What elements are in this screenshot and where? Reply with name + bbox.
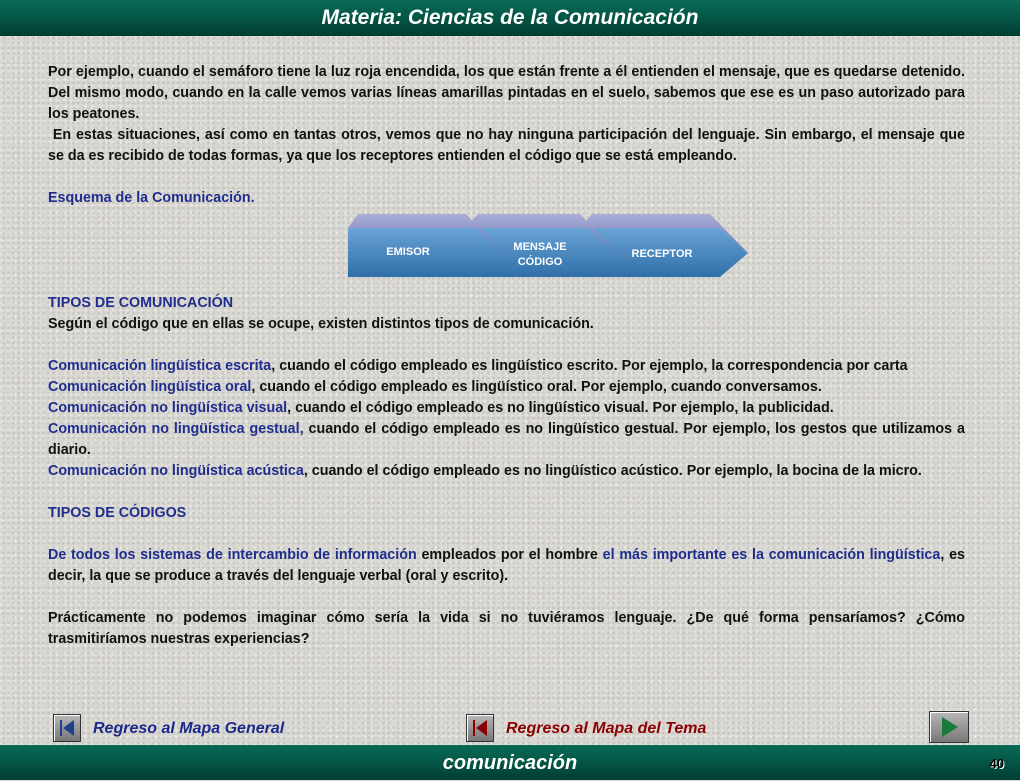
- diagram-label-emisor: EMISOR: [386, 246, 430, 258]
- type-term: Comunicación lingüística oral: [48, 379, 252, 395]
- paragraph-language: Prácticamente no podemos imaginar cómo sería la vida si no tuviéramos lenguaje. ¿De qué forma pensaríamos? ¿Cómo trasmitiríamos nuestras experiencias?: [48, 610, 965, 647]
- communication-diagram: [348, 208, 753, 280]
- tipos-codigos-title: TIPOS DE CÓDIGOS: [48, 505, 187, 521]
- paragraph-intro: Por ejemplo, cuando el semáforo tiene la luz roja encendida, los que están frente a él entienden el mensaje, que es quedarse detenido. Del mismo modo, cuando en la calle vemos varias líneas amarillas pintadas en el suelo, sabemos que ese es un paso autorizado para los peatones.: [48, 64, 965, 122]
- diagram-label-codigo: CÓDIGO: [517, 256, 563, 268]
- back-tema-icon[interactable]: [466, 714, 494, 742]
- nav-tema-link[interactable]: Regreso al Mapa del Tema: [506, 720, 707, 737]
- diagram-svg: [348, 208, 753, 280]
- back-first-icon[interactable]: [53, 714, 81, 742]
- nav-general-link[interactable]: Regreso al Mapa General: [93, 720, 285, 737]
- scheme-title: Esquema de la Comunicación.: [48, 190, 255, 206]
- type-desc: , cuando el código empleado es lingüístico oral. Por ejemplo, cuando conversamos.: [251, 379, 822, 395]
- type-term: Comunicación no lingüística gestual,: [48, 421, 304, 437]
- footer-bar: [0, 745, 1020, 780]
- type-item: [48, 461, 965, 482]
- type-item: [48, 398, 965, 419]
- codes-phrase-c: el más importante es la comunicación lingüística: [602, 547, 941, 563]
- type-item: [48, 377, 965, 398]
- codes-phrase-b: empleados por el hombre: [416, 547, 603, 563]
- paragraph-codes: [48, 545, 965, 587]
- header-bar: [0, 0, 1020, 36]
- page-title: Materia: Ciencias de la Comunicación: [321, 6, 699, 29]
- type-item: [48, 356, 965, 377]
- page-number: 40: [989, 756, 1004, 771]
- codes-phrase-a: De todos los sistemas de intercambio de información: [48, 547, 417, 563]
- next-page-icon[interactable]: [929, 711, 969, 743]
- codes-phrase-d: , es decir, la que se produce a través del lenguaje verbal (oral y escrito).: [48, 547, 965, 584]
- type-desc: cuando el código empleado es no lingüístico gestual. Por ejemplo, los gestos que utilizamos a diario.: [48, 421, 965, 458]
- type-item: [48, 419, 965, 461]
- paragraph-situations: En estas situaciones, así como en tantas otros, vemos que no hay ninguna participación del lenguaje. Sin embargo, el mensaje que se da es recibido de todas formas, ya que los receptores entienden el código que se está empleando.: [48, 127, 969, 164]
- tipos-comunicacion-intro: Según el código que en ellas se ocupe, existen distintos tipos de comunicación.: [48, 316, 594, 332]
- type-term: Comunicación no lingüística acústica: [48, 463, 304, 479]
- type-desc: , cuando el código empleado es no lingüístico acústico. Por ejemplo, la bocina de la micro.: [303, 463, 922, 479]
- type-desc: , cuando el código empleado es no lingüístico visual. Por ejemplo, la publicidad.: [287, 400, 834, 416]
- tipos-comunicacion-title: TIPOS DE COMUNICACIÓN: [48, 295, 234, 311]
- type-term: Comunicación no lingüística visual: [48, 400, 288, 416]
- footer-title: comunicación: [442, 752, 578, 774]
- diagram-label-receptor: RECEPTOR: [631, 248, 693, 260]
- type-term: Comunicación lingüística escrita: [48, 358, 272, 374]
- type-desc: , cuando el código empleado es lingüístico escrito. Por ejemplo, la correspondencia por carta: [271, 358, 908, 374]
- diagram-label-mensaje: MENSAJE: [513, 241, 567, 253]
- main-content: [48, 62, 969, 650]
